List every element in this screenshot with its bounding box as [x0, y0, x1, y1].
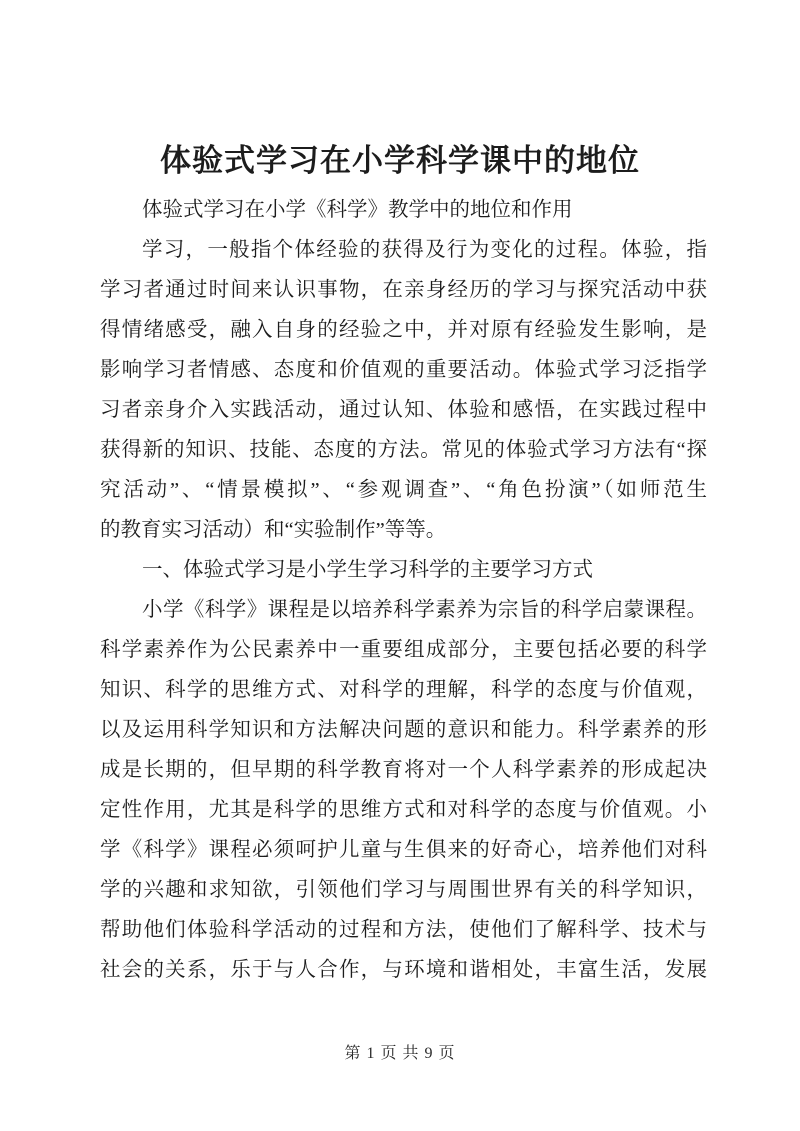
body-text-line: 的教育实习活动）和“实验制作”等等。 [100, 519, 447, 541]
page-footer [0, 1040, 800, 1063]
body-text-line: 以及运用科学知识和方法解决问题的意识和能力。科学素养的形 [100, 719, 707, 741]
body-text-line: 获得新的知识、技能、态度的方法。常见的体验式学习方法有“探 [100, 439, 707, 461]
section-heading: 一、体验式学习是小学生学习科学的主要学习方式 [142, 559, 593, 581]
body-text-line: 帮助他们体验科学活动的过程和方法，使他们了解科学、技术与 [100, 919, 707, 941]
body-text-line: 小学《科学》课程是以培养科学素养为宗旨的科学启蒙课程。 [142, 599, 707, 621]
body-text-line: 成是长期的，但早期的科学教育将对一个人科学素养的形成起决 [100, 759, 707, 781]
body-text-line: 习者亲身介入实践活动，通过认知、体验和感悟，在实践过程中 [100, 399, 707, 421]
document-body [100, 190, 707, 990]
body-text-line: 学习者通过时间来认识事物，在亲身经历的学习与探究活动中获 [100, 279, 707, 301]
document-title: 体验式学习在小学科学课中的地位 [160, 143, 640, 178]
page-number-label: 第 1 页 共 9 页 [344, 1045, 456, 1062]
body-text-line: 究活动”、“情景模拟”、“参观调查”、“角色扮演”（如师范生 [100, 479, 707, 501]
body-text-line: 学习，一般指个体经验的获得及行为变化的过程。体验，指 [142, 239, 707, 261]
subtitle-line: 体验式学习在小学《科学》教学中的地位和作用 [142, 199, 573, 221]
body-text-line: 得情绪感受，融入自身的经验之中，并对原有经验发生影响，是 [100, 319, 707, 341]
body-text-line: 定性作用，尤其是科学的思维方式和对科学的态度与价值观。小 [100, 799, 707, 821]
body-text-line: 社会的关系，乐于与人合作，与环境和谐相处，丰富生活，发展 [100, 959, 707, 981]
body-text-line: 科学素养作为公民素养中一重要组成部分，主要包括必要的科学 [100, 639, 707, 661]
body-text-line: 知识、科学的思维方式、对科学的理解，科学的态度与价值观， [100, 679, 707, 701]
body-text-line: 影响学习者情感、态度和价值观的重要活动。体验式学习泛指学 [100, 359, 707, 381]
body-text-line: 学《科学》课程必须呵护儿童与生俱来的好奇心，培养他们对科 [100, 839, 707, 861]
body-text-line: 学的兴趣和求知欲，引领他们学习与周围世界有关的科学知识， [100, 879, 707, 901]
